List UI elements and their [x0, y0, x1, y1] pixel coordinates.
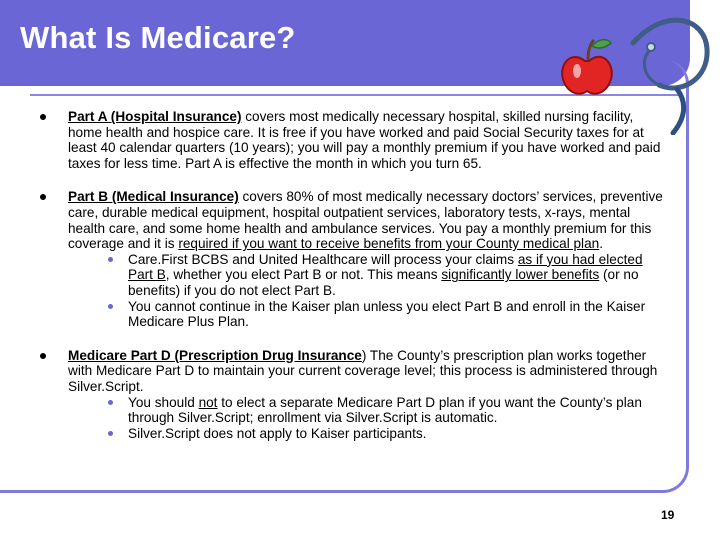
list-item-part-b: [40, 189, 668, 329]
text-silverscript: Silver.Script does not apply to Kaiser participants.: [128, 425, 427, 441]
text-carefirst-2: , whether you elect Part B or not. This means: [165, 267, 442, 283]
text-carefirst-1: Care.First BCBS and United Healthcare will process your claims: [128, 251, 518, 267]
text-part-b-required: required if you want to receive benefits from your County medical plan: [178, 236, 600, 252]
sub-item-kaiser: [92, 299, 668, 330]
list-item-part-d: [40, 348, 668, 442]
bullet: [40, 353, 46, 359]
term-part-d: Medicare Part D (Prescription Drug Insurance: [68, 347, 362, 363]
text-part-b-2: .: [599, 236, 603, 252]
text-part-d: ) The County’s prescription plan works together with Medicare Part D to maintain your current coverage level; this process is administered through Silver.Script.: [68, 347, 658, 394]
text-part-a: covers most medically necessary hospital, skilled nursing facility, home health and hospice care. It is free if you have worked and paid Social Security taxes for at least 40 calendar quarters (10 years); you will pay a monthly premium if you have worked and paid taxes for less time. Part A is effective the month in which you turn 65.: [68, 109, 661, 171]
content-area: [40, 109, 668, 459]
text-not-elect-not: not: [198, 394, 218, 410]
bullet: [40, 194, 46, 200]
text-part-b-1: covers 80% of most medically necessary doctors’ services, preventive care, durable medical equipment, hospital outpatient services, laboratory tests, x-rays, mental health care, and some home health and ambulance services. You pay a monthly premium for this coverage and it is: [68, 189, 663, 252]
sub-bullet: [108, 257, 113, 262]
bullet: [40, 114, 46, 120]
sub-bullet: [108, 431, 113, 436]
text-kaiser: You cannot continue in the Kaiser plan unless you elect Part B and enroll in the Kaiser Medicare Plus Plan.: [128, 298, 646, 330]
sub-item-silverscript: [92, 426, 668, 442]
sub-item-not-elect: [92, 395, 668, 426]
text-carefirst-3: (or no benefits) if you do not elect Part B.: [128, 267, 639, 298]
text-carefirst-lower: significantly lower benefits: [441, 267, 600, 283]
sub-item-carefirst: [92, 252, 668, 299]
text-carefirst-as-if: as if you had elected Part B: [128, 251, 643, 283]
text-not-elect-2: to elect a separate Medicare Part D plan if you want the County’s plan through Silver.Script; enrollment via Silver.Script is automatic.: [128, 394, 642, 426]
page-title: What Is Medicare?: [20, 20, 296, 55]
page-number: 19: [661, 508, 675, 522]
term-part-a: Part A (Hospital Insurance): [68, 109, 242, 124]
text-not-elect-1: You should: [128, 394, 199, 410]
list-item-part-a: [40, 109, 668, 171]
sub-bullet: [108, 304, 113, 309]
sub-bullet: [108, 400, 113, 405]
term-part-b: Part B (Medical Insurance): [68, 189, 239, 205]
